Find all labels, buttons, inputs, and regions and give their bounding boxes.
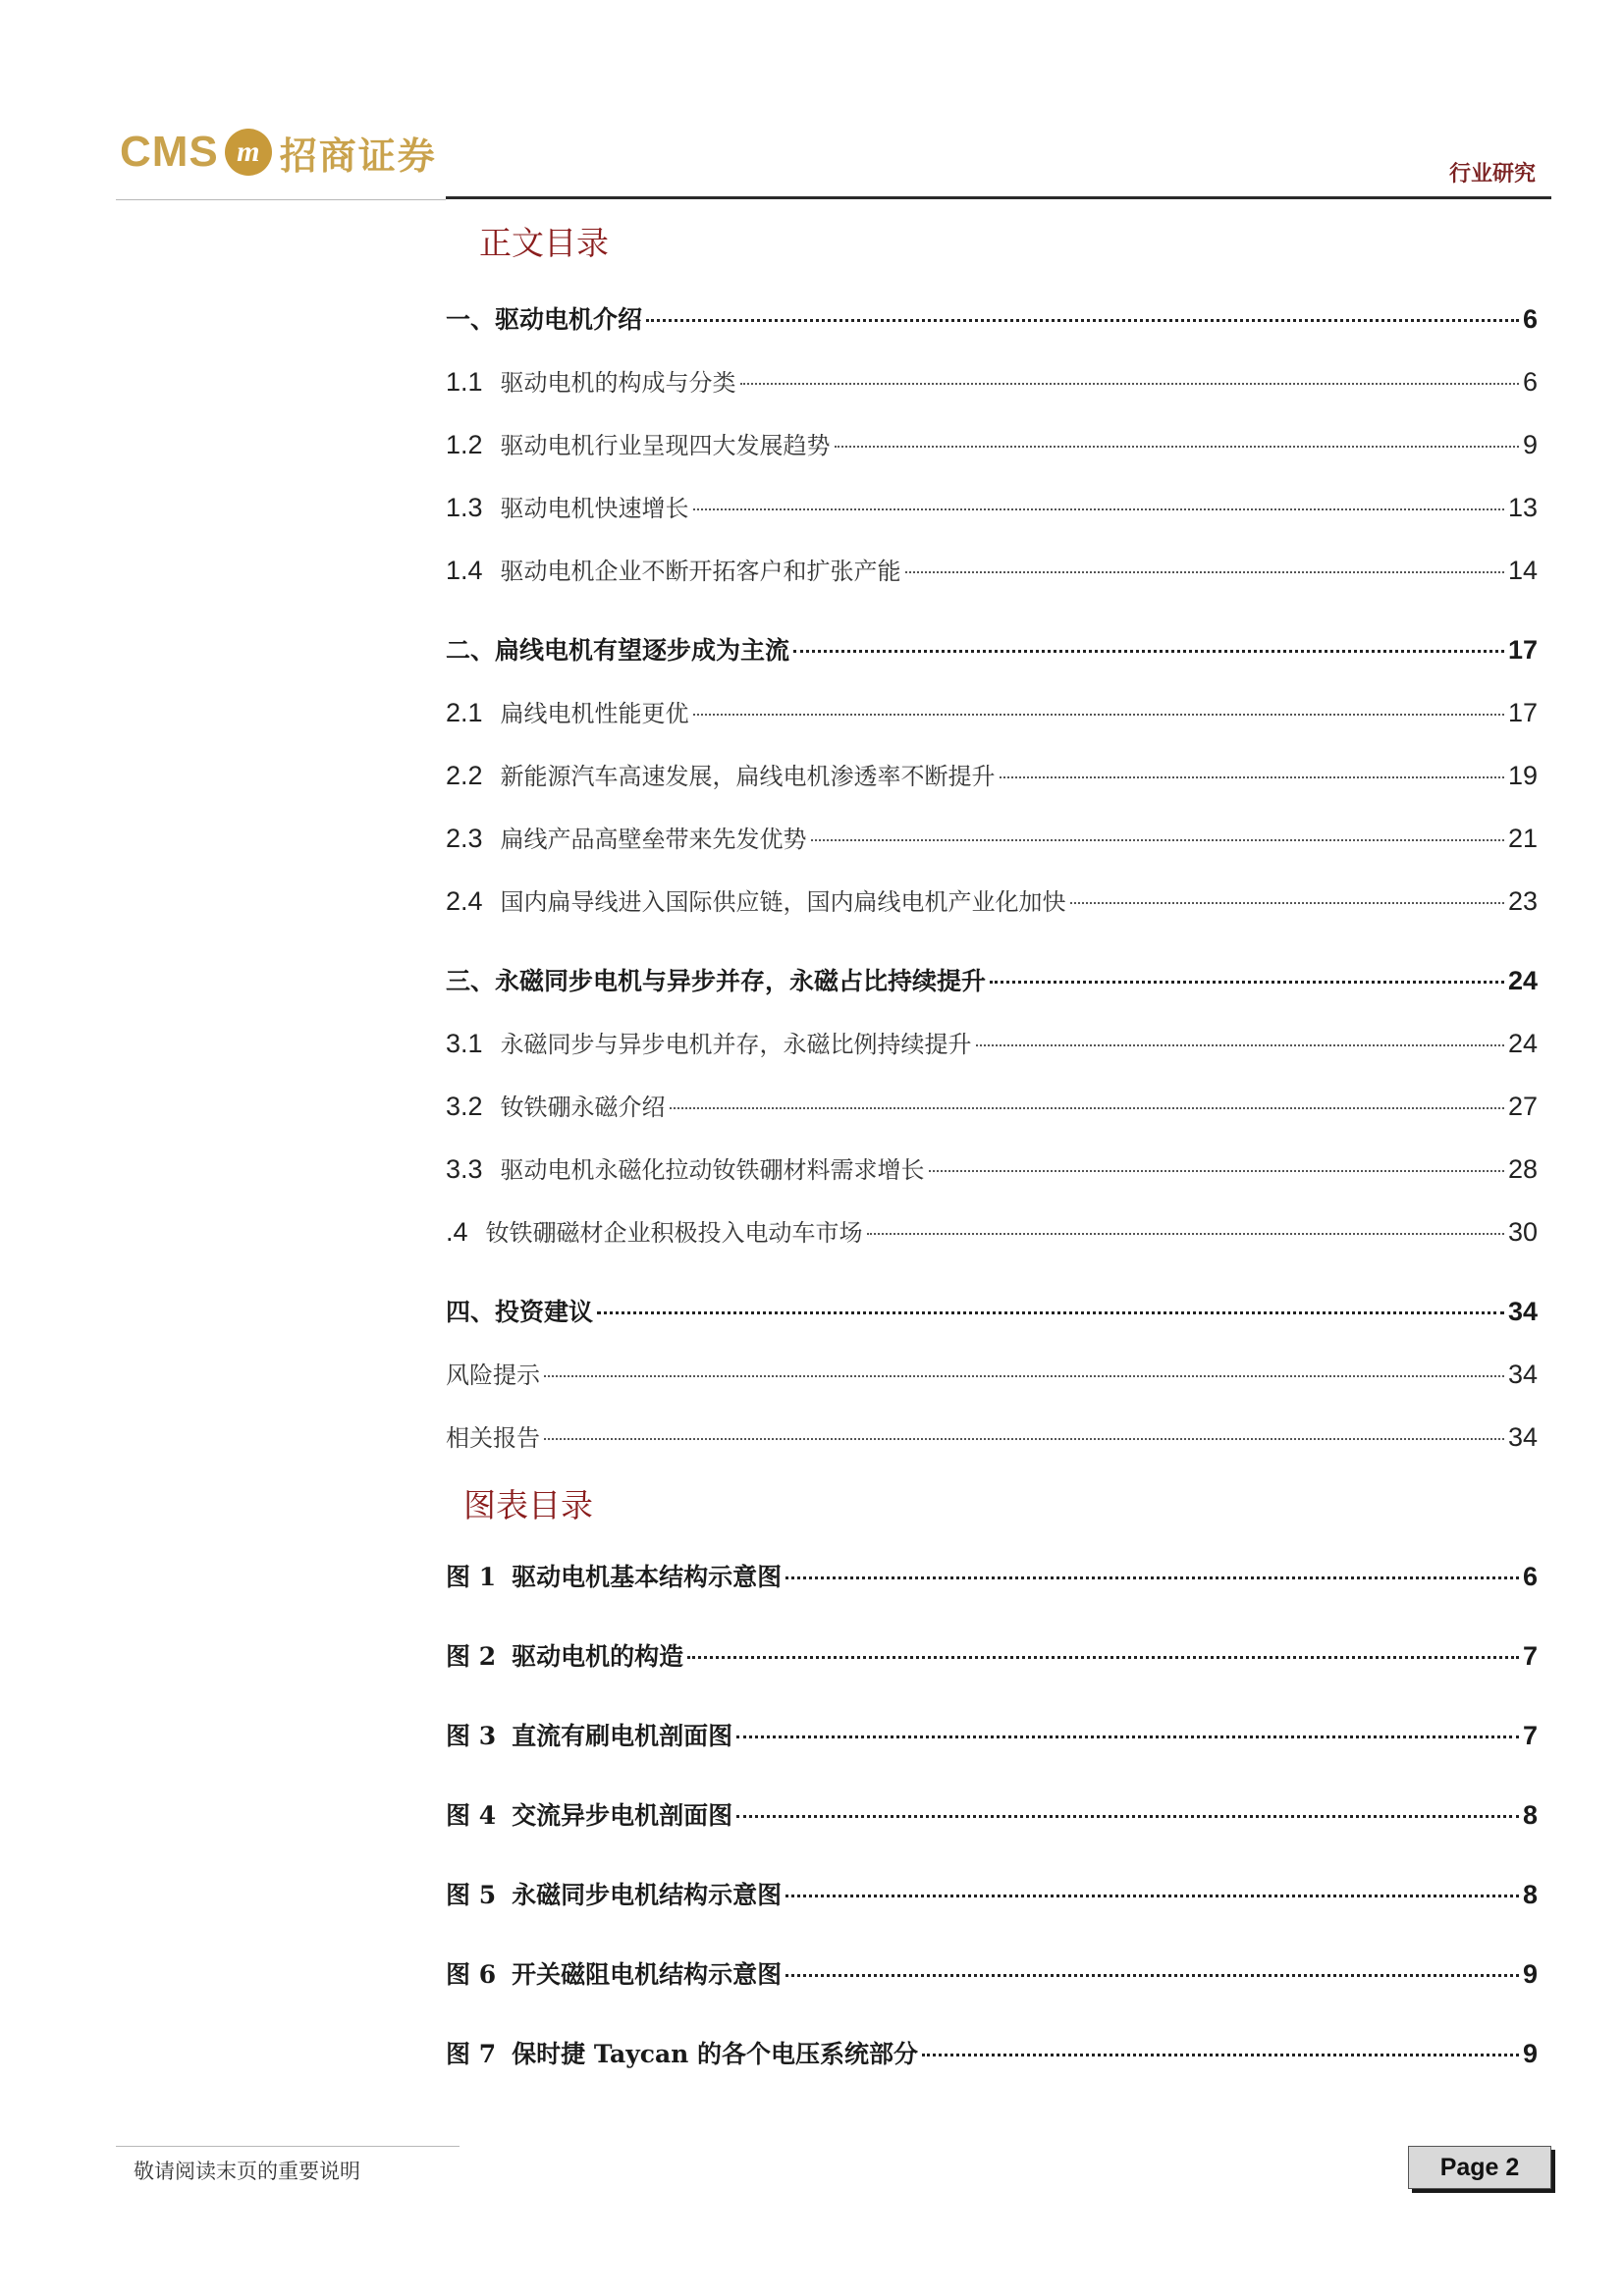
toc-entry-page: 21 (1507, 824, 1538, 853)
toc-leader-dots (905, 571, 1504, 573)
figure-entry[interactable] (446, 1955, 1538, 1991)
figure-entry-page: 8 (1522, 1800, 1538, 1830)
toc-entry-label: 相关报告 (446, 1424, 540, 1452)
figure-entry-label: 交流异步电机剖面图 (512, 1801, 733, 1830)
toc-entry-label: 钕铁硼永磁介绍 (500, 1094, 666, 1121)
logo-badge-icon: m (225, 129, 272, 176)
toc-entry[interactable] (446, 552, 1538, 586)
toc-entry-number: 2.2 (446, 761, 483, 790)
toc-entry-label: 一、驱动电机介绍 (446, 305, 643, 334)
report-category-tag: 行业研究 (1448, 161, 1536, 187)
toc-leader-dots (929, 1170, 1504, 1172)
toc-entry-label: 驱动电机快速增长 (500, 495, 689, 522)
toc-leader-dots (811, 839, 1504, 841)
toc-entry-label: 风险提示 (446, 1362, 540, 1389)
figure-entry-page: 9 (1522, 2039, 1538, 2068)
toc-entry[interactable] (446, 631, 1538, 667)
figure-entry[interactable] (446, 1876, 1538, 1911)
figure-entry-number: 图 1 (446, 1563, 497, 1591)
toc-entry-page: 34 (1507, 1297, 1538, 1326)
toc-entry[interactable] (446, 363, 1538, 398)
toc-entry-label: 二、扁线电机有望逐步成为主流 (446, 636, 790, 665)
figure-entry[interactable] (446, 1717, 1538, 1752)
toc-leader-dots (785, 1974, 1519, 1977)
toc-entry[interactable] (446, 1293, 1538, 1328)
toc-leader-dots (793, 650, 1504, 653)
toc-entry-number: 1.4 (446, 556, 483, 585)
toc-entry[interactable] (446, 882, 1538, 917)
figure-entry[interactable] (446, 1796, 1538, 1832)
toc-leader-dots (693, 714, 1504, 716)
toc-entry-page: 17 (1507, 635, 1538, 665)
toc-entry-page: 24 (1507, 966, 1538, 995)
toc-entry-label: 扁线产品高壁垒带来先发优势 (500, 826, 807, 853)
toc-leader-dots (544, 1375, 1504, 1377)
toc-leader-dots (835, 446, 1519, 448)
toc-leader-dots (1000, 776, 1504, 778)
figure-entry-page: 6 (1522, 1562, 1538, 1591)
toc-entry-label: 驱动电机行业呈现四大发展趋势 (500, 432, 831, 459)
toc-entry[interactable] (446, 694, 1538, 728)
toc-entry-number: 1.3 (446, 493, 483, 522)
toc-entry-page: 23 (1507, 886, 1538, 916)
header-divider-right (446, 196, 1551, 199)
figure-entry-page: 7 (1522, 1721, 1538, 1750)
toc-entry-number: .4 (446, 1217, 468, 1247)
toc-entry-label: 国内扁导线进入国际供应链，国内扁线电机产业化加快 (500, 888, 1066, 916)
figure-entry-number: 图 3 (446, 1722, 497, 1750)
figure-entry-label: 永磁同步电机结构示意图 (512, 1881, 783, 1909)
company-logo (120, 122, 437, 183)
toc-entry[interactable] (446, 1088, 1538, 1122)
toc-entry-label: 驱动电机永磁化拉动钕铁硼材料需求增长 (500, 1156, 925, 1184)
toc-entry-number: 3.2 (446, 1092, 483, 1121)
toc-leader-dots (597, 1311, 1504, 1314)
toc-entry[interactable] (446, 426, 1538, 460)
figure-entry-number: 图 4 (446, 1801, 497, 1830)
toc-entry-number: 3.1 (446, 1029, 483, 1058)
toc-leader-dots (736, 1735, 1519, 1738)
toc-entry-page: 34 (1507, 1422, 1538, 1452)
toc-entry-page: 19 (1507, 761, 1538, 790)
figure-entry-label: 驱动电机的构造 (512, 1642, 684, 1671)
toc-leader-dots (693, 508, 1504, 510)
figure-entry-label: 驱动电机基本结构示意图 (512, 1563, 783, 1591)
toc-entry-number: 3.3 (446, 1154, 483, 1184)
figure-entry-number: 图 6 (446, 1960, 497, 1989)
figures-title: 图表目录 (463, 1486, 593, 1524)
toc-entry-page: 14 (1507, 556, 1538, 585)
toc-entry[interactable] (446, 820, 1538, 854)
toc-entry-label: 永磁同步与异步电机并存，永磁比例持续提升 (500, 1031, 972, 1058)
logo-chinese-name: 招商证券 (279, 133, 437, 178)
figure-entry-label: 开关磁阻电机结构示意图 (512, 1960, 783, 1989)
toc-entry-page: 34 (1507, 1360, 1538, 1389)
toc-entry[interactable] (446, 1025, 1538, 1059)
toc-entry[interactable] (446, 1418, 1538, 1453)
toc-entry-number: 2.4 (446, 886, 483, 916)
toc-entry-number: 2.3 (446, 824, 483, 853)
toc-leader-dots (670, 1107, 1504, 1109)
toc-entry-page: 27 (1507, 1092, 1538, 1121)
figure-entry-page: 9 (1522, 1959, 1538, 1989)
toc-leader-dots (1070, 902, 1504, 904)
toc-leader-dots (687, 1656, 1519, 1659)
toc-entry-page: 28 (1507, 1154, 1538, 1184)
figure-entry[interactable] (446, 1637, 1538, 1673)
toc-leader-dots (976, 1044, 1504, 1046)
toc-leader-dots (740, 383, 1519, 385)
toc-entry-page: 6 (1522, 304, 1538, 334)
toc-entry-label: 三、永磁同步电机与异步并存，永磁占比持续提升 (446, 967, 987, 995)
toc-title: 正文目录 (479, 224, 609, 262)
footer-disclaimer-note: 敬请阅读末页的重要说明 (134, 2160, 360, 2183)
toc-entry-label: 驱动电机企业不断开拓客户和扩张产能 (500, 558, 901, 585)
figure-entry-number: 图 5 (446, 1881, 497, 1909)
figure-entry-page: 7 (1522, 1641, 1538, 1671)
toc-leader-dots (785, 1576, 1519, 1579)
toc-entry-label: 钕铁硼磁材企业积极投入电动车市场 (485, 1219, 863, 1247)
toc-entry-page: 13 (1507, 493, 1538, 522)
page-number-badge: Page 2 (1408, 2146, 1551, 2189)
toc-leader-dots (990, 981, 1504, 984)
toc-entry[interactable] (446, 1356, 1538, 1390)
figure-entry-page: 8 (1522, 1880, 1538, 1909)
toc-entry-number: 1.1 (446, 367, 483, 397)
toc-entry-label: 新能源汽车高速发展，扁线电机渗透率不断提升 (500, 763, 996, 790)
toc-entry[interactable] (446, 489, 1538, 523)
toc-leader-dots (922, 2054, 1519, 2056)
toc-entry-page: 9 (1522, 430, 1538, 459)
toc-leader-dots (785, 1895, 1519, 1897)
header-divider-left (116, 199, 446, 200)
toc-entry-number: 1.2 (446, 430, 483, 459)
toc-entry-label: 驱动电机的构成与分类 (500, 369, 736, 397)
logo-cms-text: CMS (120, 128, 219, 176)
toc-leader-dots (646, 319, 1519, 322)
figure-entry-label: 保时捷 Taycan 的各个电压系统部分 (512, 2040, 919, 2068)
toc-entry-label: 四、投资建议 (446, 1298, 594, 1326)
toc-leader-dots (544, 1438, 1504, 1440)
figure-entry-label: 直流有刷电机剖面图 (512, 1722, 733, 1750)
toc-entry-page: 17 (1507, 698, 1538, 727)
figure-entry[interactable] (446, 2035, 1538, 2070)
toc-entry[interactable] (446, 1150, 1538, 1185)
toc-entry[interactable] (446, 962, 1538, 997)
toc-leader-dots (736, 1815, 1519, 1818)
toc-entry-number: 2.1 (446, 698, 483, 727)
toc-entry-label: 扁线电机性能更优 (500, 700, 689, 727)
figure-entry[interactable] (446, 1558, 1538, 1593)
footer-divider (116, 2146, 460, 2147)
toc-entry-page: 30 (1507, 1217, 1538, 1247)
figure-entry-number: 图 2 (446, 1642, 497, 1671)
toc-entry[interactable] (446, 1213, 1538, 1248)
toc-entry[interactable] (446, 300, 1538, 336)
figure-entry-number: 图 7 (446, 2040, 497, 2068)
toc-leader-dots (867, 1233, 1504, 1235)
toc-entry-page: 6 (1522, 367, 1538, 397)
toc-entry[interactable] (446, 757, 1538, 791)
toc-entry-page: 24 (1507, 1029, 1538, 1058)
